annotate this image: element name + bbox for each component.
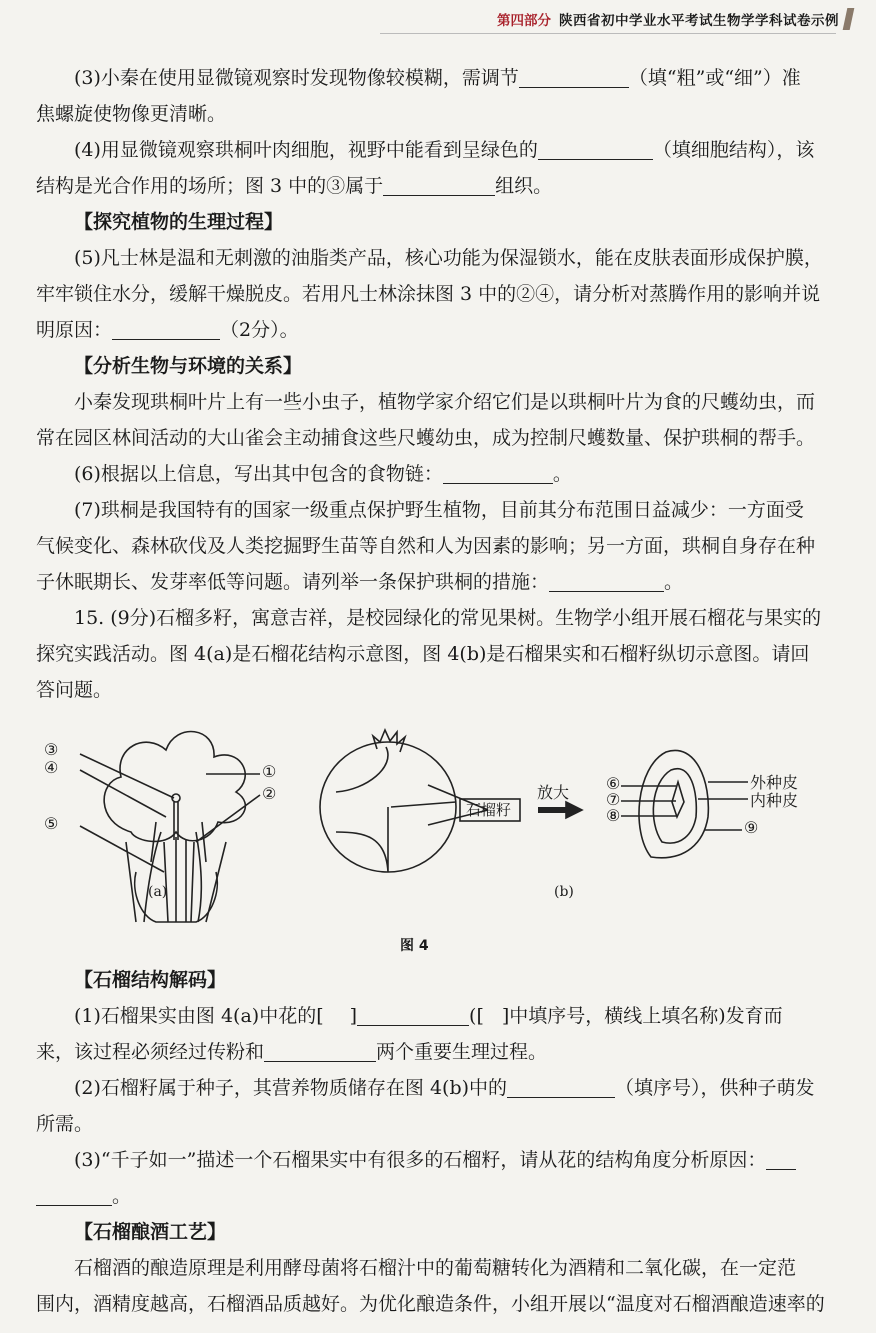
text-line: 气候变化、森林砍伐及人类挖掘野生苗等自然和人为因素的影响；另一方面，珙桐自身存在种 [36, 535, 816, 557]
page-header [497, 6, 852, 32]
seed-label-6: ⑥ [606, 774, 621, 793]
answer-blank[interactable] [112, 319, 220, 340]
answer-blank[interactable] [383, 175, 495, 196]
question-14-continued [36, 60, 836, 708]
text-line: 围内，酒精度越高，石榴酒品质越好。为优化酿造条件，小组开展以“温度对石榴酒酿造速率的 [36, 1293, 825, 1315]
text-line: 明原因： （2分）。 [36, 319, 299, 341]
section-heading: 【石榴结构解码】 [74, 969, 227, 991]
answer-blank[interactable] [443, 463, 553, 484]
answer-blank[interactable] [357, 1005, 469, 1026]
text-line: 15. (9分)石榴多籽，寓意吉祥，是校园绿化的常见果树。生物学小组开展石榴花与果实的 [74, 607, 822, 629]
outer-seed-coat-label: 外种皮 [750, 773, 799, 792]
header-rule [380, 33, 836, 34]
flower-label-3: ③ [44, 740, 59, 759]
text-line: (7)珙桐是我国特有的国家一级重点保护野生植物，目前其分布范围日益减少：一方面受 [74, 499, 804, 521]
text-line: (3)小秦在使用显微镜观察时发现物像较模糊，需调节 （填“粗”或“细”）准 [74, 67, 801, 89]
text-line: 所需。 [36, 1113, 94, 1135]
answer-blank[interactable] [264, 1041, 376, 1062]
text-line: 焦螺旋使物像更清晰。 [36, 103, 227, 125]
flower-label-4: ④ [44, 758, 59, 777]
seed-label-9: ⑨ [744, 818, 759, 837]
answer-blank[interactable] [549, 571, 664, 592]
enlarge-label: 放大 [537, 783, 570, 802]
text-line: 。 [36, 1178, 836, 1214]
answer-blank[interactable] [36, 1185, 112, 1206]
text-line: 常在园区林间活动的大山雀会主动捕食这些尺蠖幼虫，成为控制尺蠖数量、保护珙桐的帮手。 [36, 427, 816, 449]
flower-diagram [80, 732, 260, 922]
inner-seed-coat-label: 内种皮 [750, 791, 799, 810]
text-line: (3)“千子如一”描述一个石榴果实中有很多的石榴籽，请从花的结构角度分析原因： [36, 1142, 836, 1178]
answer-blank[interactable] [507, 1077, 615, 1098]
figure-4 [36, 722, 836, 962]
seed-label-7: ⑦ [606, 790, 621, 809]
section-heading: 【石榴酿酒工艺】 [74, 1221, 227, 1243]
flower-label-1: ① [262, 762, 277, 781]
figure-4-drawing [36, 722, 836, 932]
text-line: 结构是光合作用的场所；图 3 中的③属于 组织。 [36, 175, 553, 197]
text-line: (5)凡士林是温和无刺激的油脂类产品，核心功能为保湿锁水，能在皮肤表面形成保护膜， [74, 247, 823, 269]
figure-caption: 图 4 [400, 938, 429, 954]
seed-label: 石榴籽 [466, 801, 512, 819]
text-line: (1)石榴果实由图 4(a)中花的[ ] ([ ]中填序号，横线上填名称)发育而 [74, 1005, 783, 1027]
text-line: (6)根据以上信息，写出其中包含的食物链： 。 [74, 463, 572, 485]
section-heading: 【探究植物的生理过程】 [74, 211, 284, 233]
seed-label-8: ⑧ [606, 806, 621, 825]
text-line: 答问题。 [36, 679, 113, 701]
text-line: (2)石榴籽属于种子，其营养物质储存在图 4(b)中的 （填序号），供种子萌发 [74, 1077, 815, 1099]
question-15-items [36, 962, 836, 1322]
text-line: 子休眠期长、发芽率低等问题。请列举一条保护珙桐的措施： 。 [36, 571, 684, 593]
text-line: (4)用显微镜观察珙桐叶肉细胞，视野中能看到呈绿色的 （填细胞结构），该 [74, 139, 815, 161]
pomegranate-fruit [320, 730, 456, 872]
flower-label-5: ⑤ [44, 814, 59, 833]
text-line: 牢牢锁住水分，缓解干燥脱皮。若用凡士林涂抹图 3 中的②④，请分析对蒸腾作用的影响并说 [36, 283, 821, 305]
text-line: 探究实践活动。图 4(a)是石榴花结构示意图，图 4(b)是石榴果实和石榴籽纵切示意图。请回 [36, 643, 810, 665]
subfigure-b-label: (b) [554, 884, 574, 900]
flower-label-2: ② [262, 784, 277, 803]
seed-section-diagram [621, 750, 748, 857]
answer-blank[interactable] [538, 139, 653, 160]
text-line: 石榴酒的酿造原理是利用酵母菌将石榴汁中的葡萄糖转化为酒精和二氧化碳，在一定范 [74, 1257, 797, 1279]
header-part: 第四部分 [497, 13, 551, 29]
answer-blank[interactable] [766, 1149, 796, 1170]
header-title: 陕西省初中学业水平考试生物学学科试卷示例 [559, 13, 839, 29]
header-tab-mark [843, 8, 855, 30]
text-line: 小秦发现珙桐叶片上有一些小虫子，植物学家介绍它们是以珙桐叶片为食的尺蠖幼虫，而 [74, 391, 816, 413]
section-heading: 【分析生物与环境的关系】 [74, 355, 303, 377]
text-line: 来，该过程必须经过传粉和 两个重要生理过程。 [36, 1041, 548, 1063]
answer-blank[interactable] [519, 67, 629, 88]
subfigure-a-label: (a) [148, 884, 168, 900]
